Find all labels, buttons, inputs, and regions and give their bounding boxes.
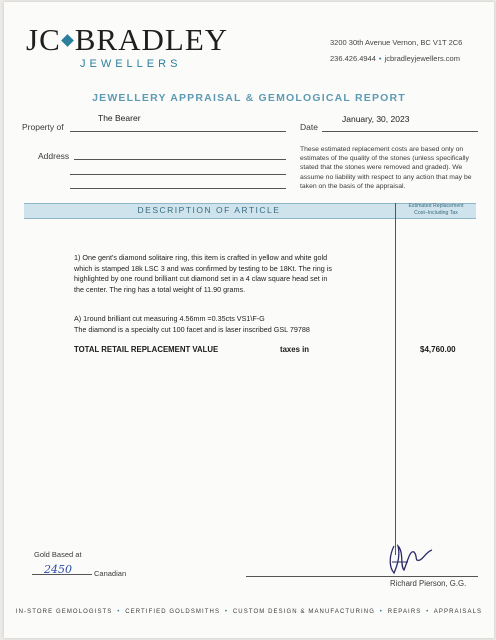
logo-subtitle: JEWELLERS (80, 58, 182, 70)
article-description: 1) One gent's diamond solitaire ring, this item is crafted in yellow and white gold which is stamped 18k LSC 3 and was confirmed by testing to be 18Kt. The ring is highlighted by one round brilliant cut diamond set in a 4 claw square head set in the center. The ring has a total weight of 11.90 grams. (74, 253, 332, 294)
footer-item: CUSTOM DESIGN & MANUFACTURING (232, 609, 375, 615)
logo-surname: BRADLEY (74, 22, 229, 57)
signature-icon (380, 540, 440, 578)
address-line-2 (70, 174, 286, 175)
store-website: jcbradleyjewellers.com (384, 54, 460, 63)
total-label: TOTAL RETAIL REPLACEMENT VALUE (74, 345, 219, 354)
date-line (322, 131, 478, 132)
report-title: JEWELLERY APPRAISAL & GEMOLOGICAL REPORT (92, 92, 406, 104)
footer-services (4, 609, 494, 615)
stone-line-1: A) 1round brilliant cut measuring 4.56mm =0.35cts VS1\F-G (74, 314, 265, 323)
stone-line-2: The diamond is a specialty cut 100 facet and is laser inscribed GSL 79788 (74, 324, 310, 334)
store-phone: 236.426.4944 (330, 54, 376, 63)
disclaimer-text: These estimated replacement costs are based only on estimates of the quality of the stones (unless specifically stated that the stones were removed and graded). We assume no liability with respect to any action that may be taken on the basis of the appraisal. (300, 146, 472, 190)
property-of-label: Property of (22, 122, 64, 132)
address-label: Address (38, 151, 70, 161)
cost-header-line1: Estimated Replacement (408, 203, 464, 209)
footer-separator: • (426, 609, 430, 615)
signature-line (246, 576, 478, 577)
taxes-note: taxes in (280, 345, 310, 354)
property-of-line (70, 131, 286, 132)
column-divider (395, 203, 396, 555)
cost-header (396, 203, 476, 217)
store-contact (330, 54, 460, 63)
total-value: $4,760.00 (420, 345, 456, 354)
footer-item: IN-STORE GEMOLOGISTS (15, 609, 113, 615)
footer-item: APPRAISALS (433, 609, 483, 615)
footer-separator: • (117, 609, 121, 615)
gold-currency: Canadian (94, 569, 127, 578)
date-label: Date (300, 122, 318, 132)
diamond-icon (61, 34, 74, 47)
footer-separator: • (224, 609, 229, 615)
appraisal-document (4, 2, 494, 638)
date-value: January, 30, 2023 (342, 114, 410, 124)
address-line-3 (70, 188, 286, 189)
description-header: DESCRIPTION OF ARTICLE (137, 205, 281, 215)
store-address: 3200 30th Avenue Vernon, BC V1T 2C6 (330, 38, 463, 47)
footer-item: REPAIRS (387, 609, 422, 615)
stone-details (74, 314, 374, 335)
appraiser-name: Richard Pierson, G.G. (390, 579, 467, 588)
contact-separator: • (378, 54, 382, 63)
address-line-1 (74, 159, 286, 160)
footer-separator: • (379, 609, 383, 615)
cost-header-line2: Cost–Including Tax (414, 210, 458, 216)
property-of-value: The Bearer (98, 113, 141, 123)
jc-bradley-logo (26, 24, 228, 56)
gold-value: 2450 (44, 563, 72, 576)
logo-initials: JC (26, 22, 61, 57)
footer-item: CERTIFIED GOLDSMITHS (125, 609, 221, 615)
gold-based-label: Gold Based at (34, 550, 82, 559)
